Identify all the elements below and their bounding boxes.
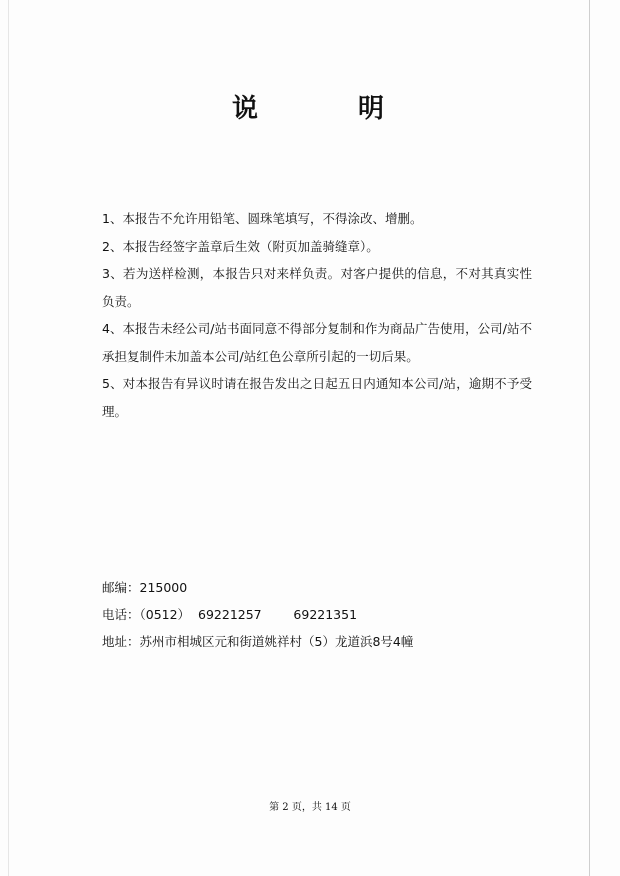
postcode-line: 邮编：215000 <box>102 580 188 595</box>
note-item-2: 2、本报告经签字盖章后生效（附页加盖骑缝章）。 <box>102 238 379 254</box>
scan-edge-left <box>8 0 9 876</box>
note-item-1: 1、本报告不允许用铅笔、圆珠笔填写，不得涂改、增删。 <box>102 211 423 226</box>
note-item-3: 3、若为送样检测，本报告只对来样负责。对客户提供的信息，不对其真实性负责。 <box>102 266 532 309</box>
address-line: 地址：苏州市相城区元和街道姚祥村（5）龙道浜8号4幢 <box>102 634 414 649</box>
title-char-2: 明 <box>358 94 389 124</box>
notes-list <box>102 205 532 425</box>
page-title <box>0 88 620 125</box>
scan-edge-right <box>589 0 590 876</box>
page-footer: 第 2 页，共 14 页 <box>269 802 351 813</box>
note-item-4: 4、本报告未经公司/站书面同意不得部分复制和作为商品广告使用，公司/站不承担复制件未加盖本公司/站红色公章所引起的一切后果。 <box>102 321 532 364</box>
phone-line: 电话：（0512） 69221257 69221351 <box>102 607 358 622</box>
contact-block <box>102 574 532 655</box>
note-item-5: 5、对本报告有异议时请在报告发出之日起五日内通知本公司/站，逾期不予受理。 <box>102 376 532 419</box>
title-char-1: 说 <box>231 94 262 124</box>
